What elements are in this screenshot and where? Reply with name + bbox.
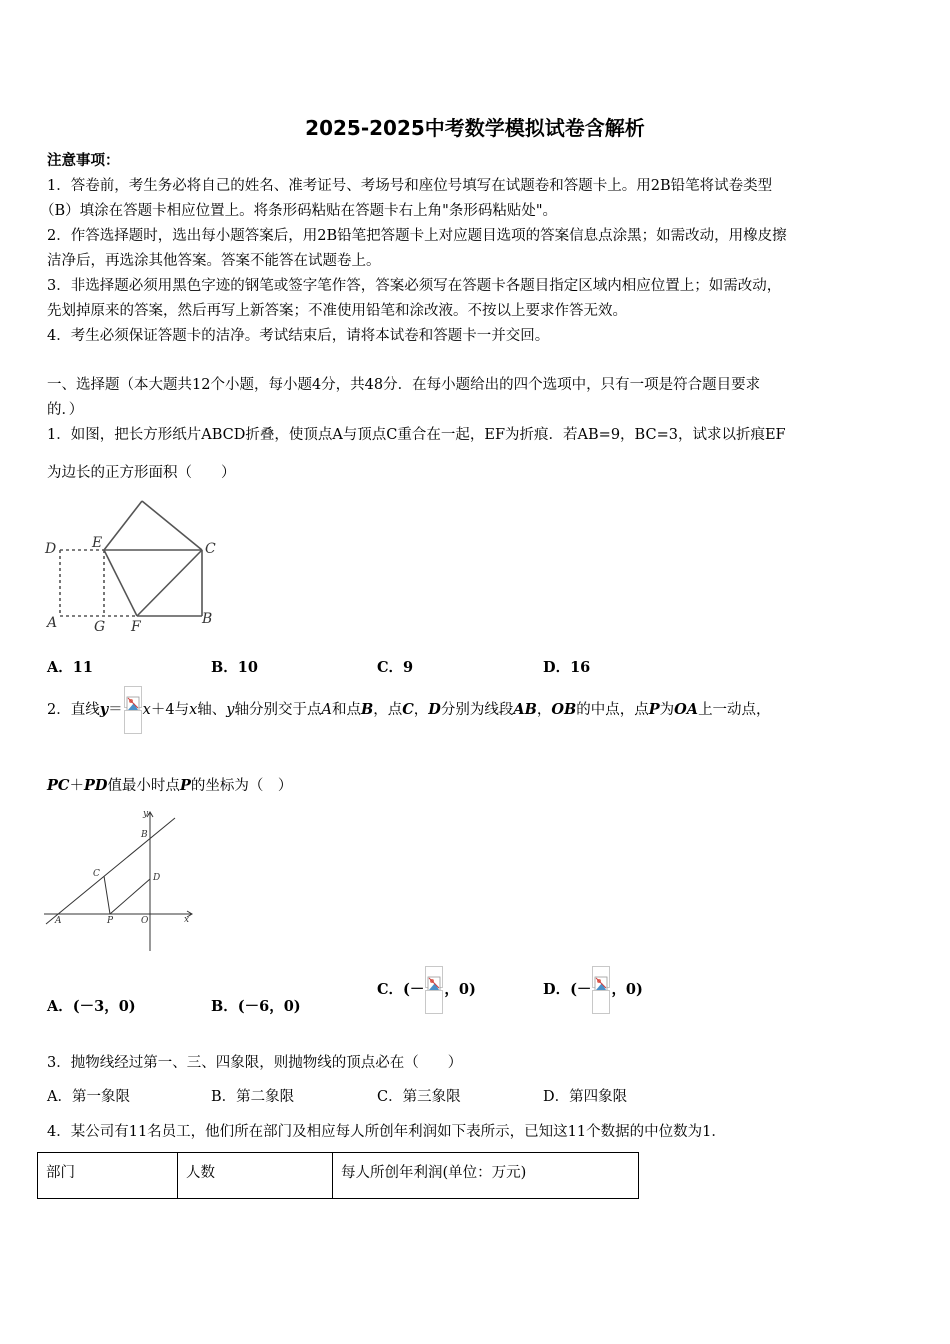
notice-line: 3．非选择题必须用黑色字迹的钢笔或签字笔作答，答案必须写在答题卡各题目指定区域内相应位置上；如需改动，: [47, 278, 782, 294]
notice-line: 2．作答选择题时，选出每小题答案后，用2B铅笔把答题卡上对应题目选项的答案信息点涂黑；如需改动，用橡皮擦: [47, 228, 787, 244]
q1-figure: [42, 495, 222, 640]
table-header-cell: 部门: [38, 1153, 178, 1199]
page-title: 2025-2025中考数学模拟试卷含解析: [305, 116, 645, 140]
q3-option-a: A．第一象限: [47, 1089, 130, 1105]
q2-option-a: A．(－3，0): [47, 998, 136, 1015]
fig1-label-b: B: [202, 611, 213, 627]
question-1-line1: 1．如图，把长方形纸片ABCD折叠，使顶点A与顶点C重合在一起，EF为折痕．若AB=9，BC=3，试求以折痕EF: [47, 427, 786, 443]
graph-label-o: O: [141, 916, 149, 926]
q3-option-b: B．第二象限: [211, 1089, 295, 1105]
table-header-row: [38, 1153, 639, 1199]
fig1-label-e: E: [92, 535, 103, 551]
segment-pd: [110, 879, 150, 914]
fig1-label-g: G: [94, 619, 106, 635]
question-1-line2: 为边长的正方形面积（ ）: [47, 465, 236, 481]
section-heading-cont: 的．）: [47, 402, 84, 418]
q1-option-d: D．16: [543, 659, 591, 676]
fraction-image-placeholder: [425, 966, 443, 1014]
fig1-label-a: A: [47, 615, 58, 631]
graph-label-y: y: [143, 809, 149, 819]
q3-option-c: C．第三象限: [377, 1089, 461, 1105]
notice-line: 1．答卷前，考生务必将自己的姓名、准考证号、考场号和座位号填写在试题卷和答题卡上。用2B铅笔将试卷类型: [47, 178, 773, 194]
fig1-label-f: F: [131, 619, 141, 635]
notice-line: （B）填涂在答题卡相应位置上。将条形码粘贴在答题卡右上角"条形码粘贴处"。: [40, 203, 557, 219]
segment-cp: [104, 876, 110, 914]
q2-option-c: C．(－ ，0): [377, 966, 476, 1014]
graph-label-d: D: [153, 873, 161, 883]
q2-figure: [42, 806, 202, 956]
fig1-line-ef: [104, 550, 137, 616]
line-ab: [46, 818, 175, 924]
table-header-cell: 每人所创年利润(单位：万元): [333, 1153, 639, 1199]
fig1-square-side2: [142, 501, 202, 550]
notice-line: 洁净后，再选涂其他答案。答案不能答在试题卷上。: [47, 253, 381, 269]
question-2-line1: 2．直线y＝ x＋4与x轴、y轴分别交于点A和点B，点C，D分别为线段AB，OB的中点，点P为OA上一动点，: [47, 686, 771, 734]
notice-line: 先划掉原来的答案，然后再写上新答案；不准使用铅笔和涂改液。不按以上要求作答无效。: [47, 303, 627, 319]
graph-label-p: P: [107, 916, 114, 926]
profit-table: [37, 1152, 639, 1199]
q1-option-a: A．11: [47, 659, 93, 676]
table-header-cell: 人数: [178, 1153, 333, 1199]
section-heading: 一、选择题（本大题共12个小题，每小题4分，共48分．在每小题给出的四个选项中，只有一项是符合题目要求: [47, 377, 761, 393]
fig1-label-d: D: [45, 541, 57, 557]
fraction-image-placeholder: [592, 966, 610, 1014]
question-4: 4．某公司有11名员工，他们所在部门及相应每人所创年利润如下表所示，已知这11个数据的中位数为1．: [47, 1124, 726, 1140]
graph-label-b: B: [141, 830, 148, 840]
fig1-line-cf: [137, 550, 202, 616]
question-2-line2: PC＋PD值最小时点P的坐标为（ ）: [47, 777, 293, 794]
q1-option-b: B．10: [211, 659, 258, 676]
fig1-square-side1: [104, 501, 142, 550]
graph-label-c: C: [93, 869, 100, 879]
notice-line: 4．考生必须保证答题卡的洁净。考试结束后，请将本试卷和答题卡一并交回。: [47, 328, 550, 344]
question-3: 3．抛物线经过第一、三、四象限，则抛物线的顶点必在（ ）: [47, 1055, 463, 1071]
graph-label-a: A: [55, 916, 62, 926]
fig1-label-c: C: [205, 541, 216, 557]
q2-option-d: D．(－ ，0): [543, 966, 643, 1014]
q3-option-d: D．第四象限: [543, 1089, 628, 1105]
notice-heading: 注意事项：: [47, 152, 120, 169]
graph-label-x: x: [184, 915, 190, 925]
q1-option-c: C．9: [377, 659, 414, 676]
fraction-image-placeholder: [124, 686, 142, 734]
q2-option-b: B．(－6，0): [211, 998, 301, 1015]
